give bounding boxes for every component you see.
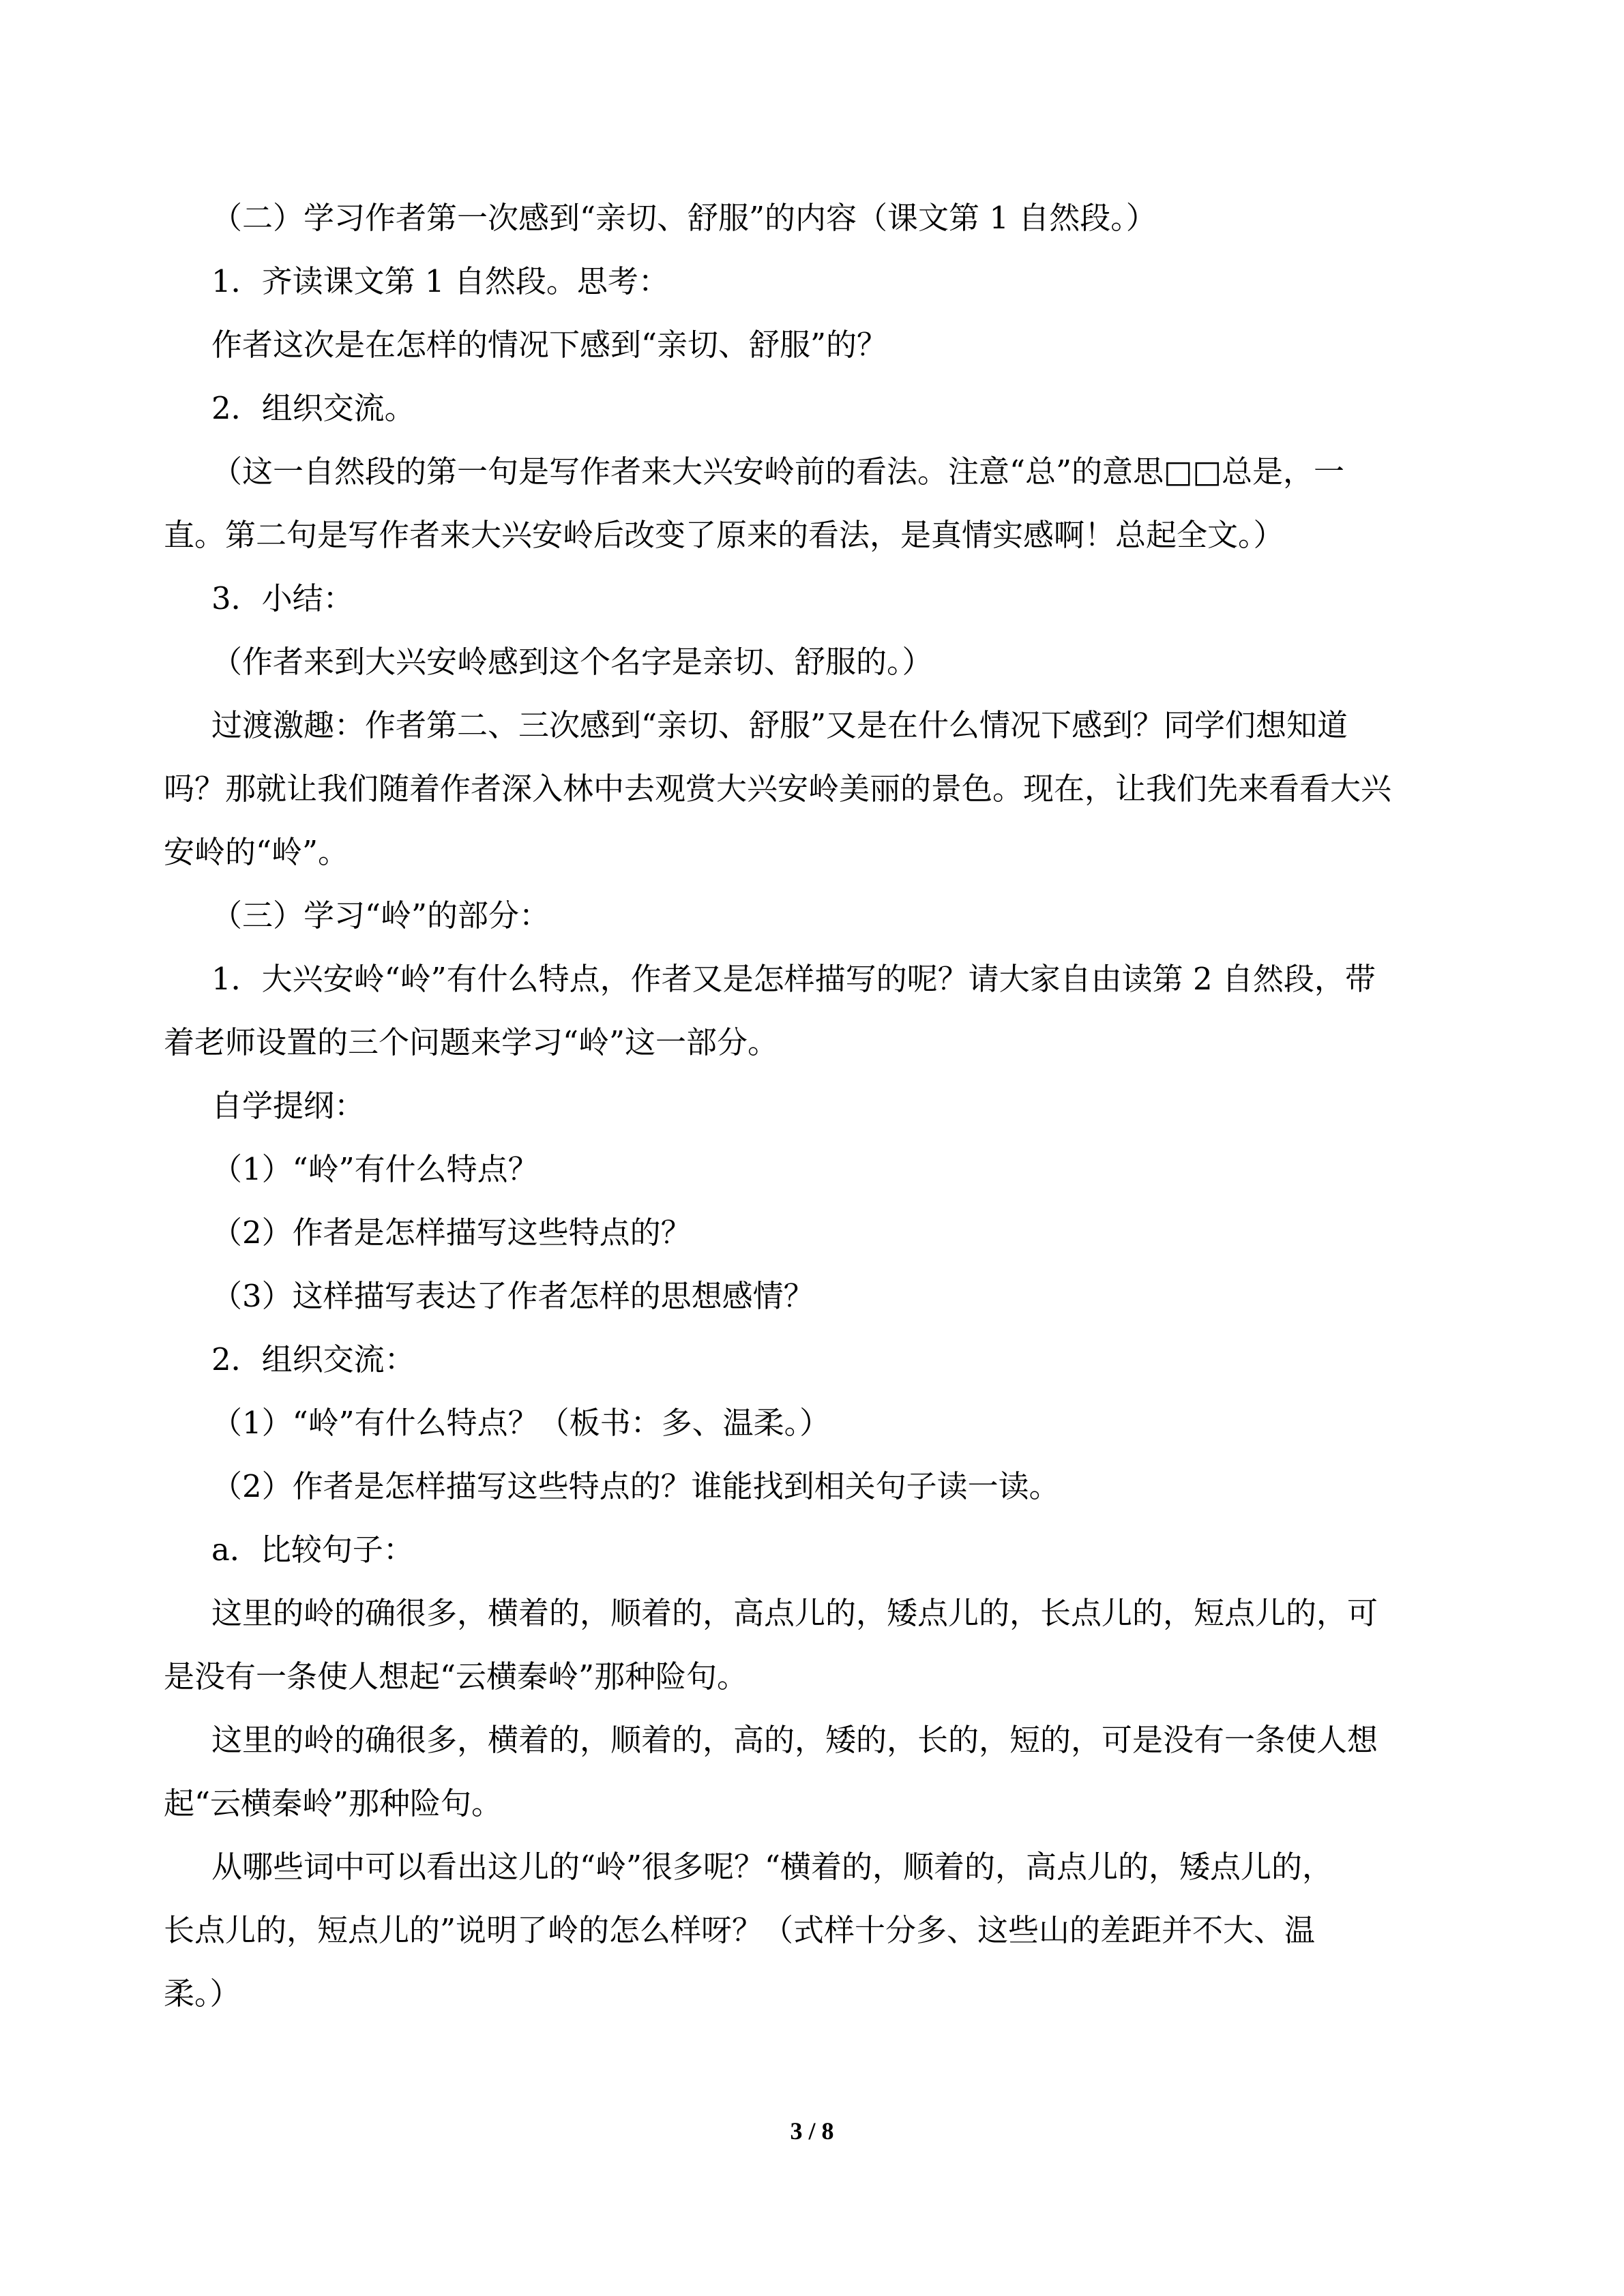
section-heading-3: （三）学习“岭”的部分：: [211, 897, 550, 934]
text-line: 2．组织交流。: [211, 390, 415, 426]
text-line: 这里的岭的确很多，横着的，顺着的，高的，矮的，长的，短的，可是没有一条使人想: [211, 1722, 1378, 1758]
text-line: 1．齐读课文第 1 自然段。思考：: [211, 263, 669, 299]
text-line: 着老师设置的三个问题来学习“岭”这一部分。: [164, 1024, 779, 1060]
text-line: （1）“岭”有什么特点？: [211, 1151, 539, 1187]
text-line: 直。第二句是写作者来大兴安岭后改变了原来的看法，是真情实感啊！总起全文。）: [164, 517, 1284, 553]
text-line: （作者来到大兴安岭感到这个名字是亲切、舒服的。）: [211, 644, 933, 680]
text-line: 从哪些词中可以看出这儿的“岭”很多呢？“横着的，顺着的，高点儿的，矮点儿的，: [211, 1849, 1333, 1885]
text-line: 吗？那就让我们随着作者深入林中去观赏大兴安岭美丽的景色。现在，让我们先来看看大兴: [164, 771, 1392, 807]
text-line: 1．大兴安岭“岭”有什么特点，作者又是怎样描写的呢？请大家自由读第 2 自然段，带: [211, 961, 1376, 997]
text-line: 起“云横秦岭”那种险句。: [164, 1785, 503, 1821]
text-line: 是没有一条使人想起“云横秦岭”那种险句。: [164, 1658, 748, 1695]
text-line: 这里的岭的确很多，横着的，顺着的，高点儿的，矮点儿的，长点儿的，短点儿的，可: [211, 1595, 1378, 1631]
text-line: a．比较句子：: [211, 1532, 414, 1568]
text-line: 自学提纲：: [211, 1088, 366, 1124]
section-heading-2: （二）学习作者第一次感到“亲切、舒服”的内容（课文第 1 自然段。）: [211, 200, 1157, 236]
text-line: 长点儿的，短点儿的”说明了岭的怎么样呀？（式样十分多、这些山的差距并不大、温: [164, 1912, 1316, 1948]
text-line: 安岭的“岭”。: [164, 834, 349, 870]
text-line: （2）作者是怎样描写这些特点的？谁能找到相关句子读一读。: [211, 1468, 1060, 1504]
text-line: 3．小结：: [211, 580, 354, 616]
text-line: （1）“岭”有什么特点？（板书：多、温柔。）: [211, 1405, 831, 1441]
page-number: 3 / 8: [790, 2117, 834, 2145]
text-line: 柔。）: [164, 1976, 241, 2012]
text-line: （3）这样描写表达了作者怎样的思想感情？: [211, 1278, 814, 1314]
text-line: （2）作者是怎样描写这些特点的？: [211, 1214, 692, 1251]
text-line: 2．组织交流：: [211, 1341, 415, 1377]
text-line: 过渡激趣：作者第二、三次感到“亲切、舒服”又是在什么情况下感到？同学们想知道: [211, 707, 1348, 743]
text-line: 作者这次是在怎样的情况下感到“亲切、舒服”的？: [211, 327, 888, 363]
text-line: （这一自然段的第一句是写作者来大兴安岭前的看法。注意“总”的意思□□总是，一: [211, 453, 1345, 490]
